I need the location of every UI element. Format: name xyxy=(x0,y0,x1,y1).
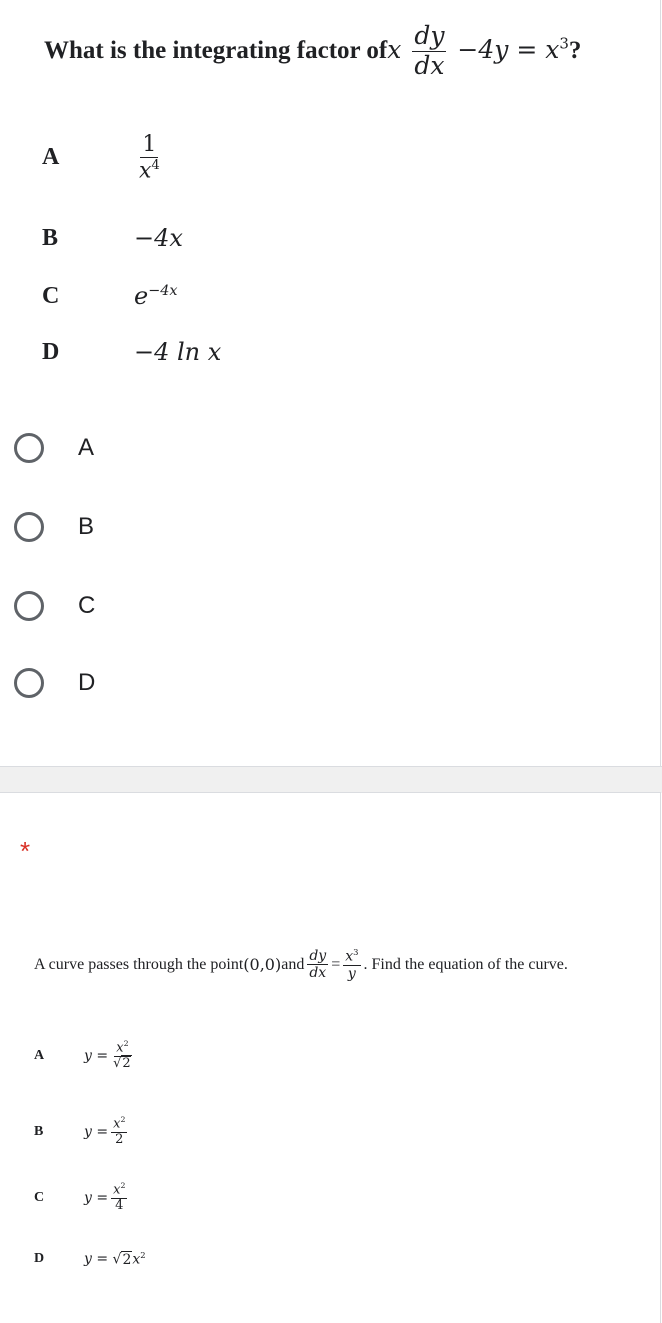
option-row-d: D −4 ln x xyxy=(42,338,222,366)
option-row-a: A $\frac{1}{x^4}$ xyxy=(42,132,160,184)
q2-option-row-c: C y = $\frac{x^2}{4}$ xyxy=(34,1181,126,1214)
radio-button-a[interactable] xyxy=(14,433,44,463)
question-1-text: What is the integrating factor of x $\frac{dy}{dx}$ $-4y = x^3$ ? xyxy=(44,21,582,80)
choice-d[interactable]: D xyxy=(14,668,95,698)
radio-button-b[interactable] xyxy=(14,512,44,542)
q2-option-row-d: D y = $√2x^2$ xyxy=(34,1250,146,1268)
card-separator xyxy=(0,766,662,793)
radio-button-d[interactable] xyxy=(14,668,44,698)
choice-b[interactable]: B xyxy=(14,512,94,542)
radio-button-c[interactable] xyxy=(14,591,44,621)
equation: x $\frac{dy}{dx}$ $-4y = x^3$ xyxy=(387,21,569,80)
choice-a[interactable]: A xyxy=(14,433,94,463)
option-row-b: B −4x xyxy=(42,224,183,252)
required-asterisk: * xyxy=(20,836,31,866)
q2-option-row-a: A y = $\frac{x^2}{√2}$ xyxy=(34,1039,131,1072)
choice-c[interactable]: C xyxy=(14,591,95,621)
question-2-text: A curve passes through the point (0,0) and $\frac{dy}{dx}$ = $\frac{x^3}{y}$ . Find the equation of the curve. xyxy=(34,947,568,982)
option-row-c: C $e^{-4x}$ xyxy=(42,282,178,310)
q2-option-row-b: B y = $\frac{x^2}{2}$ xyxy=(34,1115,126,1148)
